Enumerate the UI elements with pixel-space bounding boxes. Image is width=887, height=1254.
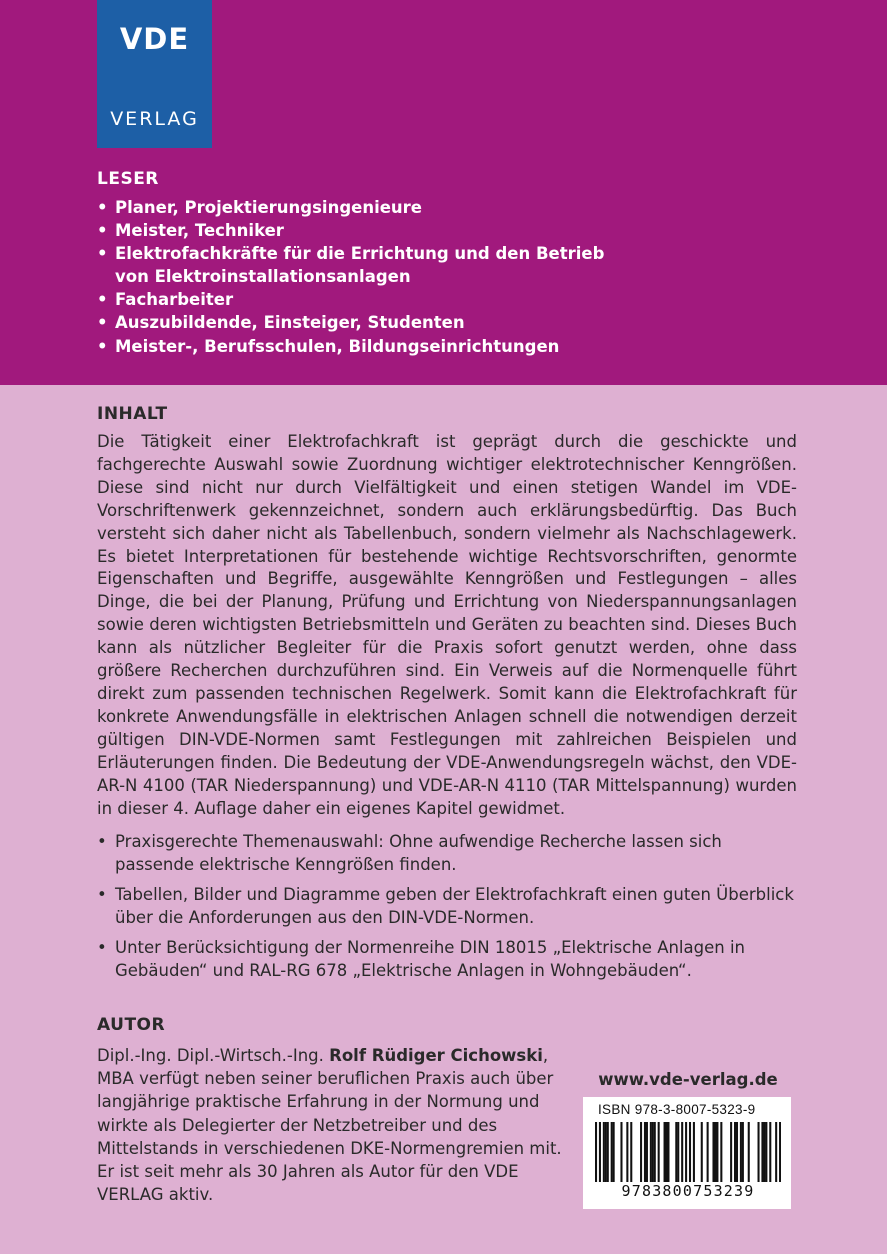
barcode-bar (654, 1122, 656, 1182)
autor-prefix: Dipl.-Ing. Dipl.-Wirtsch.-Ing. (97, 1046, 330, 1065)
isbn-barcode-box (583, 1097, 791, 1209)
barcode-bar (658, 1122, 660, 1182)
isbn-digits: 9783800753239 (621, 1182, 755, 1200)
leser-item: • Meister-, Berufsschulen, Bildungseinrichtungen (97, 335, 635, 358)
barcode-bar (779, 1122, 781, 1182)
barcode-bar (758, 1122, 760, 1182)
barcode-bar (677, 1122, 679, 1182)
barcode-bar (714, 1122, 716, 1182)
barcode-bar (765, 1122, 767, 1182)
autor-bio: , MBA verfügt neben seiner beruflichen Praxis auch über langjährige praktische Erfahrung in der Normung und wirkte als Delegierter der Netzbetreiber und des Mittelstands in verschiedenen DKE-Normengremien mit. Er ist seit mehr als 30 Jahren als Autor für den VDE VERLAG aktiv. (97, 1046, 562, 1205)
barcode-bar (716, 1122, 718, 1182)
barcode-bar (630, 1122, 632, 1182)
website-url[interactable]: www.vde-verlag.de (598, 1070, 778, 1089)
feature-list (97, 831, 797, 989)
inhalt-heading: INHALT (97, 404, 168, 424)
barcode (595, 1122, 781, 1182)
leser-item: • Meister, Techniker (97, 219, 635, 242)
barcode-bar (775, 1122, 777, 1182)
barcode-bar (701, 1122, 703, 1182)
autor-text (97, 1044, 567, 1206)
barcode-bar (685, 1122, 687, 1182)
autor-name: Rolf Rüdiger Cichowski (329, 1046, 543, 1065)
feature-item: • Tabellen, Bilder und Diagramme geben der Elektrofachkraft einen guten Überblick über die Anforderungen aus den DIN-VDE-Normen. (97, 884, 797, 930)
barcode-bar (605, 1122, 607, 1182)
barcode-bar (640, 1122, 642, 1182)
barcode-bar (681, 1122, 683, 1182)
feature-item: • Praxisgerechte Themenauswahl: Ohne aufwendige Recherche lassen sich passende elektrische Kenngrößen finden. (97, 831, 797, 877)
barcode-bar (720, 1122, 722, 1182)
barcode-bar (761, 1122, 763, 1182)
barcode-bar (730, 1122, 732, 1182)
barcode-bar (689, 1122, 691, 1182)
publisher-logo (97, 0, 212, 148)
barcode-bar (736, 1122, 738, 1182)
isbn-label: ISBN 978-3-8007-5323-9 (598, 1102, 756, 1117)
barcode-bar (646, 1122, 648, 1182)
logo-vde-text: VDE (119, 22, 190, 56)
barcode-bar (763, 1122, 765, 1182)
barcode-bar (667, 1122, 669, 1182)
barcode-bar (599, 1122, 601, 1182)
barcode-bar (620, 1122, 622, 1182)
barcode-bar (613, 1122, 615, 1182)
barcode-bar (675, 1122, 677, 1182)
leser-item: • Planer, Projektierungsingenieure (97, 196, 635, 219)
barcode-bar (664, 1122, 666, 1182)
leser-list (97, 196, 635, 358)
barcode-bar (665, 1122, 667, 1182)
logo-verlag-text: VERLAG (110, 108, 199, 130)
barcode-bar (607, 1122, 609, 1182)
barcode-bar (748, 1122, 750, 1182)
barcode-bar (740, 1122, 742, 1182)
barcode-bar (742, 1122, 744, 1182)
leser-item: • Elektrofachkräfte für die Errichtung und den Betrieb von Elektroinstallationsanlagen (97, 242, 635, 288)
barcode-bar (712, 1122, 714, 1182)
leser-item: • Auszubildende, Einsteiger, Studenten (97, 311, 635, 334)
barcode-bar (707, 1122, 709, 1182)
leser-item: • Facharbeiter (97, 288, 635, 311)
barcode-bar (595, 1122, 597, 1182)
barcode-bar (603, 1122, 605, 1182)
feature-item: • Unter Berücksichtigung der Normenreihe DIN 18015 „Elektrische Anlagen in Gebäuden“ und RAL-RG 678 „Elektrische Anlagen in Wohngebäuden“. (97, 937, 797, 983)
barcode-bar (693, 1122, 695, 1182)
barcode-bar (650, 1122, 652, 1182)
barcode-bar (769, 1122, 771, 1182)
barcode-bar (611, 1122, 613, 1182)
barcode-bar (644, 1122, 646, 1182)
inhalt-text: Die Tätigkeit einer Elektrofachkraft ist geprägt durch die geschickte und fachgerechte Auswahl sowie Zuordnung wichtiger elektrotechnischer Kenngrößen. Diese sind nicht nur durch Vielfältigkeit und einen stetigen Wandel im VDE-Vorschriftenwerk gekennzeichnet, sondern auch erklärungsbedürftig. Das Buch versteht sich daher nicht als Tabellenbuch, sondern vielmehr als Nachschlagewerk. Es bietet Interpretationen für bestehende wichtige Rechtsvorschriften, genormte Eigenschaften und Begriffe, ausgewählte Kenngrößen und Festlegungen – alles Dinge, die bei der Planung, Prüfung und Errichtung von Niederspannungsanlagen sowie deren wichtigsten Betriebsmitteln und Geräten zu beachten sind. Dieses Buch kann als nützlicher Begleiter für die Praxis sofort genutzt werden, ohne dass größere Recherchen durchzuführen sind. Ein Verweis auf die Normenquelle führt direkt zum passenden technischen Regelwerk. Somit kann die Elektrofachkraft für konkrete Anwendungsfälle in elektrischen Anlagen schnell die notwendigen derzeit gültigen DIN-VDE-Normen samt Festlegungen mit zahlreichen Beispielen und Erläuterungen finden. Die Bedeutung der VDE-Anwendungsregeln wächst, den VDE-AR-N 4100 (TAR Niederspannung) und VDE-AR-N 4110 (TAR Mittelspannung) wurden in dieser 4. Auflage daher ein eigenes Kapitel gewidmet. (97, 432, 797, 818)
leser-heading: LESER (97, 169, 159, 189)
barcode-bar (652, 1122, 654, 1182)
barcode-bar (626, 1122, 628, 1182)
autor-heading: AUTOR (97, 1015, 166, 1035)
barcode-bar (734, 1122, 736, 1182)
